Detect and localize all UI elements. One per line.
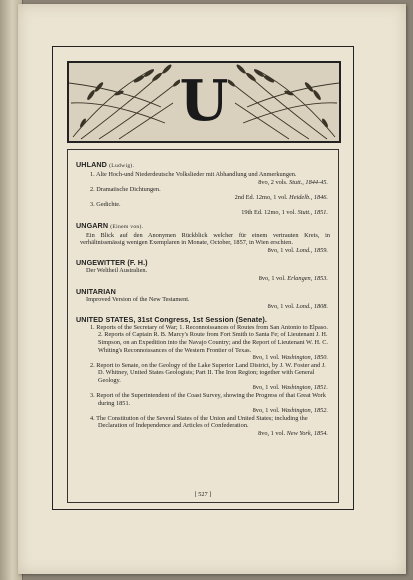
work-title: 4. The Constitution of the Several States of the Union and United States; including the Declaration of Independence and Articles of Confederation. bbox=[90, 414, 308, 430]
work-title: Improved Version of the New Testament. bbox=[86, 295, 190, 303]
work-format: 8vo, 1 vol. bbox=[258, 274, 286, 282]
work-place-date: Lond., 1808. bbox=[296, 303, 328, 311]
work-format: 19th Ed. 12mo, 1 vol. bbox=[241, 208, 296, 216]
entry-heading bbox=[76, 258, 330, 267]
work-format: 8vo, 2 vols. bbox=[258, 178, 288, 186]
work-place-date: Erlangen, 1853. bbox=[287, 274, 328, 282]
work-place-date: Lond., 1859. bbox=[296, 246, 328, 254]
work-format: 8vo, 1 vol. bbox=[267, 246, 295, 254]
book-page bbox=[18, 4, 406, 574]
work-place-date: Washington, 1852. bbox=[281, 407, 328, 415]
work-title: 2. Dramatische Dichtungen. bbox=[90, 186, 161, 194]
work-title: 2. Report to Senate, on the Geology of the Lake Superior Land District, by J. W. Foster and J. D. Whitney, United States Geologists; Part II. The Iron Region; together with General Geology. bbox=[90, 361, 326, 384]
bibliography-entry bbox=[76, 258, 330, 282]
work-imprint bbox=[76, 384, 330, 392]
bibliography-entry bbox=[76, 160, 330, 217]
work-title: Ein Blick auf den Anonymen Rückblick welcher für einem vertrauten Kreis, in verhältnissmässig wenigen Exemplaren in Monate, October, 1857, in Wien erschien. bbox=[80, 231, 330, 247]
bibliography-entry bbox=[76, 315, 330, 438]
work-place-date: Washington, 1851. bbox=[281, 384, 328, 392]
work-imprint bbox=[76, 209, 330, 217]
entry-heading-qualifier: (Einem von). bbox=[110, 223, 144, 230]
decorative-headpiece bbox=[67, 61, 341, 143]
work-imprint bbox=[76, 430, 330, 438]
entry-heading bbox=[76, 315, 330, 324]
work-title: 3. Gedichte. bbox=[90, 201, 121, 209]
text-block bbox=[67, 149, 339, 503]
entry-heading-name: UNGARN bbox=[76, 220, 109, 230]
page-border bbox=[52, 46, 354, 510]
work-format: 8vo, 1 vol. bbox=[267, 303, 295, 311]
bibliography-entry bbox=[76, 287, 330, 311]
work-format: 8vo, 1 vol. bbox=[252, 407, 280, 415]
entry-heading bbox=[76, 221, 330, 232]
work-format: 8vo, 1 vol. bbox=[252, 354, 280, 362]
work-format: 8vo, 1 vol. bbox=[252, 384, 280, 392]
work-imprint bbox=[76, 247, 330, 255]
work-imprint bbox=[76, 407, 330, 415]
work-imprint bbox=[76, 303, 330, 311]
work-place-date: Stutt., 1844-45. bbox=[289, 178, 328, 186]
work-place-date: Stutt., 1851. bbox=[297, 208, 328, 216]
work-format: 2nd Ed. 12mo, 1 vol. bbox=[234, 193, 288, 201]
entry-heading bbox=[76, 287, 330, 296]
entry-heading bbox=[76, 160, 330, 171]
entry-heading-name: UNITARIAN bbox=[76, 286, 116, 296]
work-title: 1. Reports of the Secretary of War; 1. Reconnoissances of Routes from San Antonio to Elpaso. 2. Reports of Captain R. B. Marcy's Route from Fort Smith to Santa Fe; of Lieutenant J. H. Simpson, on an Expedition into the Navajo Country; and the Report of Lieutenant W. H. C. Whiting's Reconnoissances of the Western Frontier of Texas. bbox=[90, 323, 328, 354]
work-place-date: New York, 1854. bbox=[286, 430, 328, 438]
entry-heading-name: UHLAND bbox=[76, 160, 107, 169]
bibliography-entry bbox=[76, 221, 330, 255]
work-title: 3. Report of the Superintendent of the Coast Survey, showing the Progress of that Great Work during 1851. bbox=[90, 392, 326, 407]
initial-letter: U bbox=[179, 68, 229, 134]
work-format: 8vo, 1 vol. bbox=[258, 430, 286, 438]
work-imprint bbox=[76, 194, 330, 202]
page-number: [ 527 ] bbox=[194, 491, 212, 498]
work-place-date: Heidelb., 1846. bbox=[289, 193, 328, 201]
bibliography-entries bbox=[76, 156, 330, 438]
work-title: Der Weltheil Australien. bbox=[86, 267, 148, 275]
work-place-date: Washington, 1850. bbox=[281, 354, 328, 362]
entry-heading-name: UNITED STATES, 31st Congress, 1st Session (Senate). bbox=[76, 314, 267, 324]
work-title: 1. Alte Hoch-und Niederdeutsche Volkslieder mit Abhandlung und Anmerkungen. bbox=[90, 171, 297, 178]
work-imprint bbox=[76, 275, 330, 283]
entry-heading-name: UNGEWITTER (F. H.) bbox=[76, 258, 148, 268]
work-imprint bbox=[76, 354, 330, 362]
entry-heading-qualifier: (Ludwig). bbox=[109, 163, 135, 169]
work-imprint bbox=[76, 179, 330, 187]
